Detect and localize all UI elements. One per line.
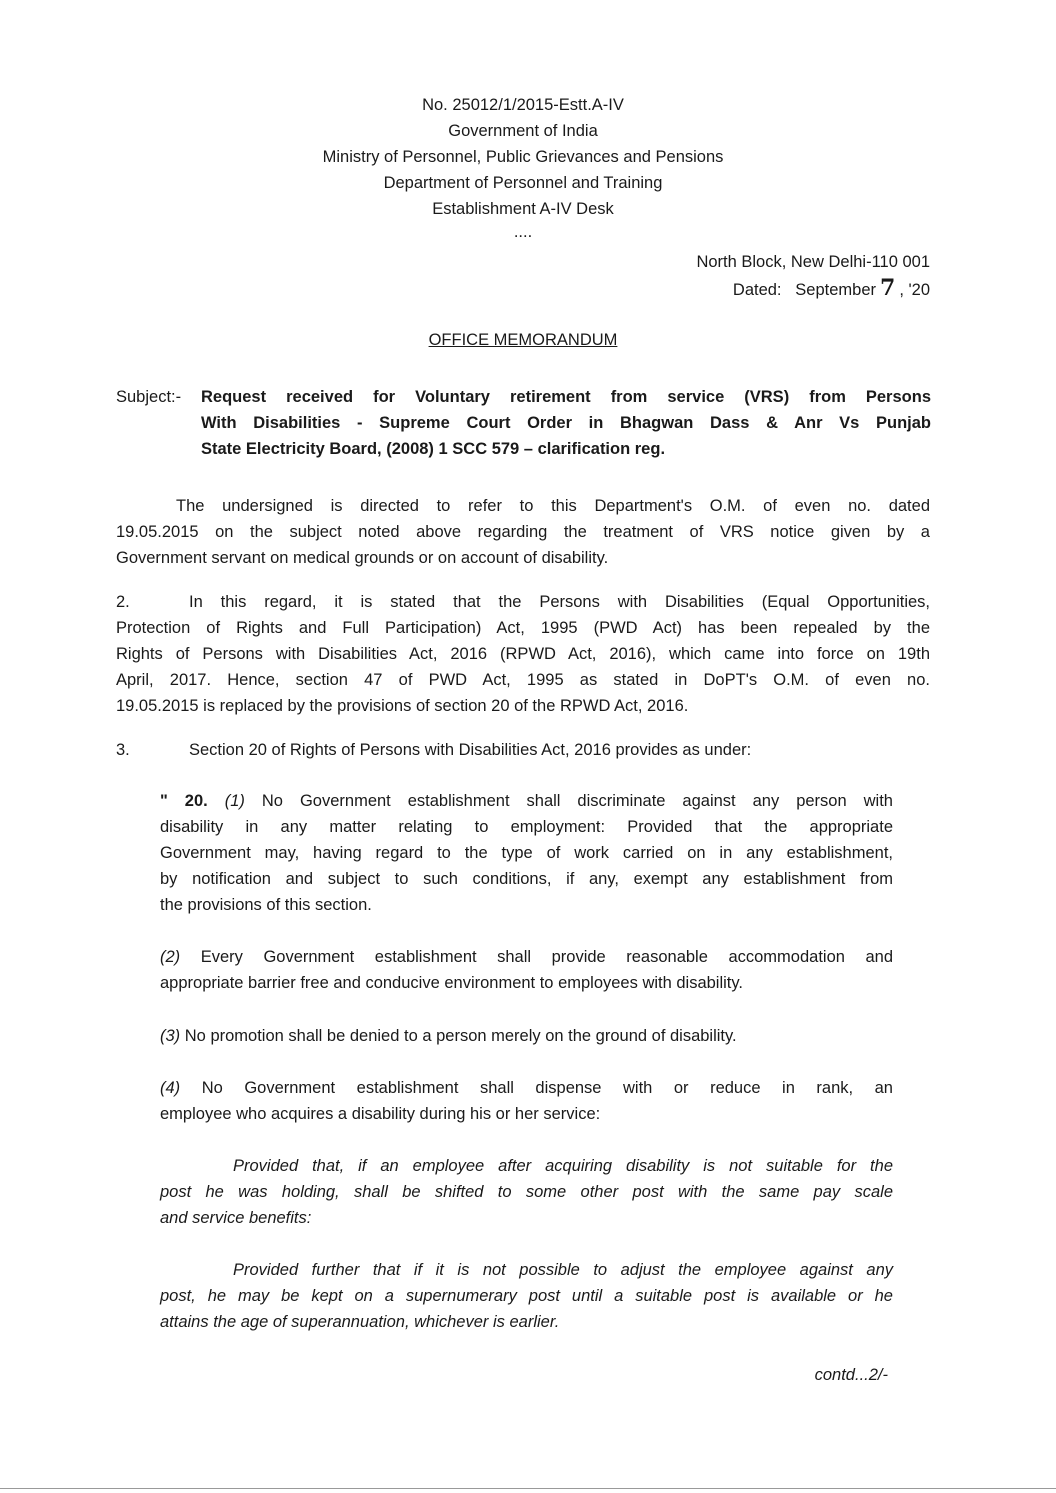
document-title: OFFICE MEMORANDUM — [428, 331, 618, 349]
clause-label: (3) — [160, 1027, 181, 1045]
address: North Block, New Delhi-110 001 — [696, 253, 930, 271]
date-line — [696, 275, 930, 303]
text-line — [160, 788, 893, 814]
section-20-2 — [160, 944, 893, 996]
para-3-number: 3. — [116, 741, 130, 759]
line-text: State Electricity Board, (2008) 1 SCC 579 – clarification reg. — [201, 440, 666, 458]
text-line — [116, 615, 930, 641]
paragraph-3: Section 20 of Rights of Persons with Disabilities Act, 2016 provides as under: — [189, 741, 752, 759]
line-text: No Government establishment shall dispense with or reduce in rank, an — [201, 1079, 893, 1097]
dated-label: Dated: — [732, 281, 782, 299]
department: Department of Personnel and Training — [383, 174, 663, 192]
section-20-3 — [160, 1023, 737, 1049]
text-line — [160, 1309, 893, 1335]
line-text: Rights of Persons with Disabilities Act, 2016 (RPWD Act, 2016), which came into force on 19th — [116, 645, 930, 663]
clause-text: No promotion shall be denied to a person merely on the ground of disability. — [184, 1027, 737, 1045]
text-line — [201, 384, 931, 410]
text-line — [160, 1283, 893, 1309]
text-line — [160, 970, 893, 996]
text-line — [116, 519, 930, 545]
text-line — [160, 892, 893, 918]
line-text: No Government establishment shall discriminate against any person with — [261, 792, 893, 810]
line-text: by notification and subject to such conditions, if any, exempt any establishment from — [160, 870, 893, 888]
line-text: appropriate barrier free and conducive environment to employees with disability. — [160, 974, 744, 992]
text-line — [160, 1205, 893, 1231]
text-line — [201, 410, 931, 436]
letterhead — [223, 92, 823, 242]
separator: .... — [513, 223, 533, 241]
text-line — [116, 545, 930, 571]
line-text: employee who acquires a disability during his or her service: — [160, 1105, 601, 1123]
line-text: The undersigned is directed to refer to this Department's O.M. of even no. dated — [176, 497, 930, 515]
subject-label: Subject:- — [116, 388, 182, 406]
subject-text — [201, 384, 931, 462]
line-text: With Disabilities - Supreme Court Order in Bhagwan Dass & Anr Vs Punjab — [201, 414, 931, 432]
line-text: Provided further that if it is not possible to adjust the employee against any — [233, 1261, 893, 1279]
text-line — [116, 589, 930, 615]
text-line — [201, 436, 931, 462]
line-text: attains the age of superannuation, whichever is earlier. — [160, 1313, 560, 1331]
line-text: post, he may be kept on a supernumerary post until a suitable post is available or he — [160, 1287, 893, 1305]
para-2-number: 2. — [116, 593, 130, 611]
text-line — [116, 641, 930, 667]
text-line — [116, 667, 930, 693]
line-text: Protection of Rights and Full Participation) Act, 1995 (PWD Act) has been repealed by the — [116, 619, 930, 637]
clause-label: (2) — [160, 948, 181, 966]
text-line — [160, 866, 893, 892]
line-text: 19.05.2015 is replaced by the provisions of section 20 of the RPWD Act, 2016. — [116, 697, 689, 715]
line-text: and service benefits: — [160, 1209, 312, 1227]
paragraph-2 — [116, 589, 930, 719]
government: Government of India — [448, 122, 598, 140]
text-line — [116, 493, 930, 519]
text-line — [160, 840, 893, 866]
line-text: disability in any matter relating to employment: Provided that the appropriate — [160, 818, 893, 836]
clause-label: (4) — [160, 1079, 181, 1097]
text-line — [160, 1257, 893, 1283]
section-number: " 20. — [160, 792, 208, 810]
line-text: Request received for Voluntary retirement from service (VRS) from Persons — [201, 388, 931, 406]
text-line — [160, 814, 893, 840]
text-line — [160, 1101, 893, 1127]
dated-month: September — [795, 281, 877, 299]
text-line — [160, 1075, 893, 1101]
desk: Establishment A-IV Desk — [432, 200, 614, 218]
line-text: Government servant on medical grounds or on account of disability. — [116, 549, 609, 567]
text-line — [116, 693, 930, 719]
line-text: the provisions of this section. — [160, 896, 372, 914]
line-text: post he was holding, shall be shifted to some other post with the same pay scale — [160, 1183, 893, 1201]
line-text: Government may, having regard to the type of work carried on in any establishment, — [160, 844, 893, 862]
section-20-4 — [160, 1075, 893, 1127]
proviso-1 — [160, 1153, 893, 1231]
section-20-1 — [160, 788, 893, 918]
address-block — [696, 249, 930, 303]
dated-year: , '20 — [899, 281, 930, 299]
text-line — [160, 1153, 893, 1179]
scan-edge-line — [0, 1488, 1056, 1489]
line-text: Provided that, if an employee after acquiring disability is not suitable for the — [233, 1157, 893, 1175]
ministry: Ministry of Personnel, Public Grievances and Pensions — [322, 148, 724, 166]
proviso-2 — [160, 1257, 893, 1335]
line-text: 19.05.2015 on the subject noted above regarding the treatment of VRS notice given by a — [116, 523, 930, 541]
clause-label: (1) — [224, 792, 245, 810]
paragraph-1 — [116, 493, 930, 571]
continued-marker: contd...2/- — [814, 1366, 888, 1384]
line-text: In this regard, it is stated that the Persons with Disabilities (Equal Opportunities, — [189, 593, 930, 611]
text-line — [160, 1179, 893, 1205]
file-number: No. 25012/1/2015-Estt.A-IV — [422, 96, 624, 114]
line-text: April, 2017. Hence, section 47 of PWD Act, 1995 as stated in DoPT's O.M. of even no. — [116, 671, 930, 689]
line-text: Every Government establishment shall provide reasonable accommodation and — [200, 948, 893, 966]
handwritten-day: 7 — [880, 275, 896, 301]
text-line — [160, 944, 893, 970]
